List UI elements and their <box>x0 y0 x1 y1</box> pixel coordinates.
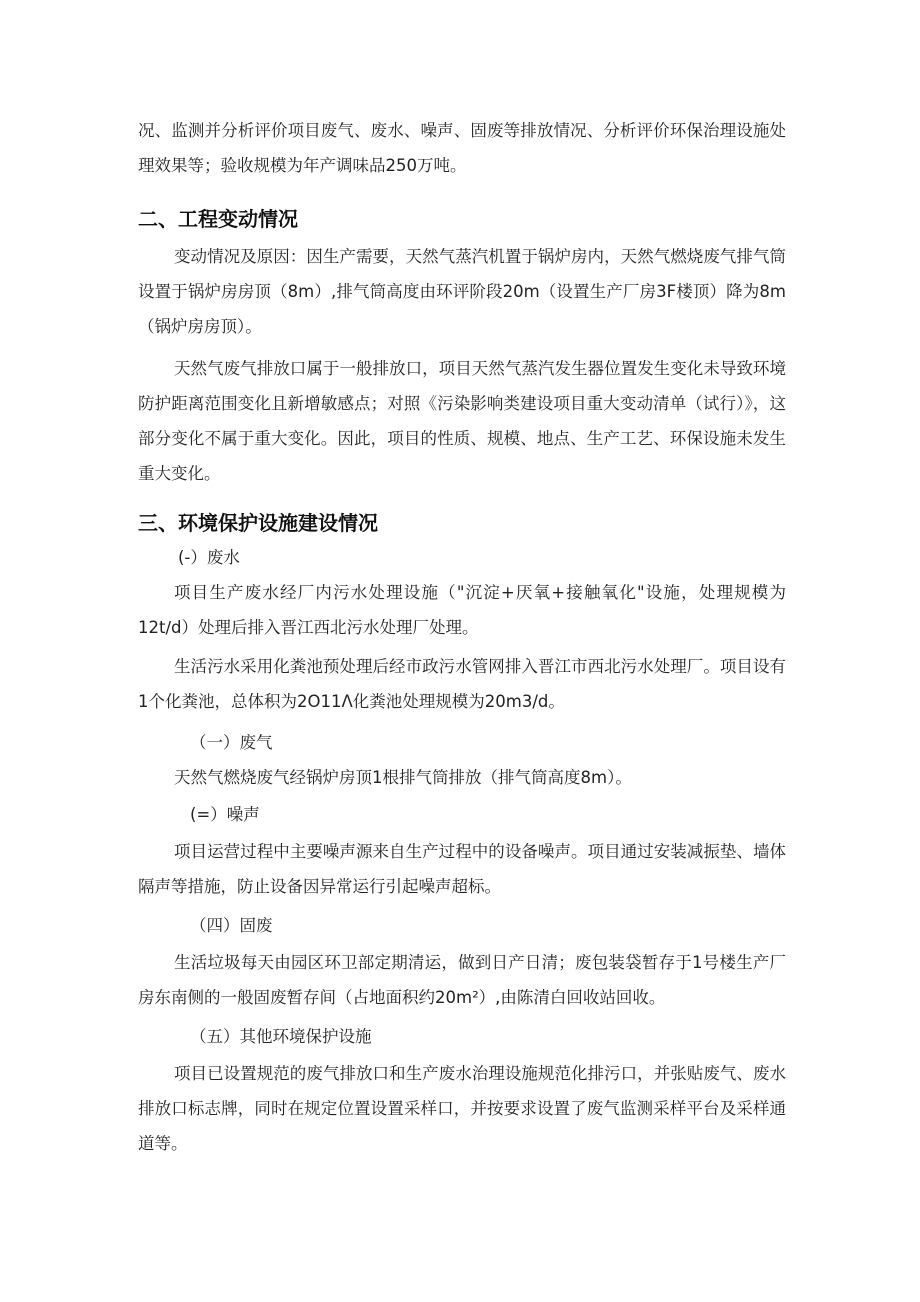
subsection-heading-noise: (=）噪声 <box>190 805 260 824</box>
document-page <box>138 113 786 1161</box>
section-title-env-protection-facilities: 三、环境保护设施建设情况 <box>138 511 378 535</box>
section-title-engineering-changes: 二、工程变动情况 <box>138 207 298 231</box>
intro-paragraph: 况、监测并分析评价项目废气、废水、噪声、固废等排放情况、分析评价环保治理设施处理效果等；验收规模为年产调味品250万吨。 <box>138 121 786 175</box>
subsection-heading-exhaust: （一）废气 <box>190 733 273 752</box>
solid-waste-paragraph: 生活垃圾每天由园区环卫部定期清运，做到日产日清；废包装袋暂存于1号楼生产厂房东南侧的一般固废暂存间（占地面积约20m²）,由陈清白回收站回收。 <box>138 953 786 1007</box>
wastewater-production-paragraph: 项目生产废水经厂内污水处理设施（"沉淀+厌氧+接触氧化"设施，处理规模为12t∕d）处理后排入晋江西北污水处理厂处理。 <box>138 583 786 637</box>
exhaust-paragraph: 天然气燃烧废气经锅炉房顶1根排气筒排放（排气筒高度8m）。 <box>174 768 632 787</box>
subsection-heading-other-facilities: （五）其他环境保护设施 <box>190 1027 372 1046</box>
other-facilities-paragraph: 项目已设置规范的废气排放口和生产废水治理设施规范化排污口，并张贴废气、废水排放口标志牌，同时在规定位置设置采样口，并按要求设置了废气监测采样平台及采样通道等。 <box>138 1064 786 1153</box>
subsection-heading-wastewater: (-）废水 <box>178 548 240 567</box>
subsection-heading-solid-waste: （四）固废 <box>190 916 273 935</box>
wastewater-domestic-paragraph: 生活污水采用化粪池预处理后经市政污水管网排入晋江市西北污水处理厂。项目设有1个化粪池，总体积为2O11Λ化粪池处理规模为20m3/d。 <box>138 657 786 711</box>
change-reason-paragraph: 变动情况及原因：因生产需要，天然气蒸汽机置于锅炉房内，天然气燃烧废气排气筒设置于锅炉房房顶（8m）,排气筒高度由环评阶段20m（设置生产厂房3F楼顶）降为8m（锅炉房房顶）。 <box>138 247 786 336</box>
change-assessment-paragraph: 天然气废气排放口属于一般排放口，项目天然气蒸汽发生器位置发生变化未导致环境防护距离范围变化且新增敏感点；对照《污染影响类建设项目重大变动清单（试行）》，这部分变化不属于重大变化。因此，项目的性质、规模、地点、生产工艺、环保设施未发生重大变化。 <box>138 359 786 483</box>
noise-paragraph: 项目运营过程中主要噪声源来自生产过程中的设备噪声。项目通过安装减振垫、墙体隔声等措施，防止设备因异常运行引起噪声超标。 <box>138 842 786 896</box>
